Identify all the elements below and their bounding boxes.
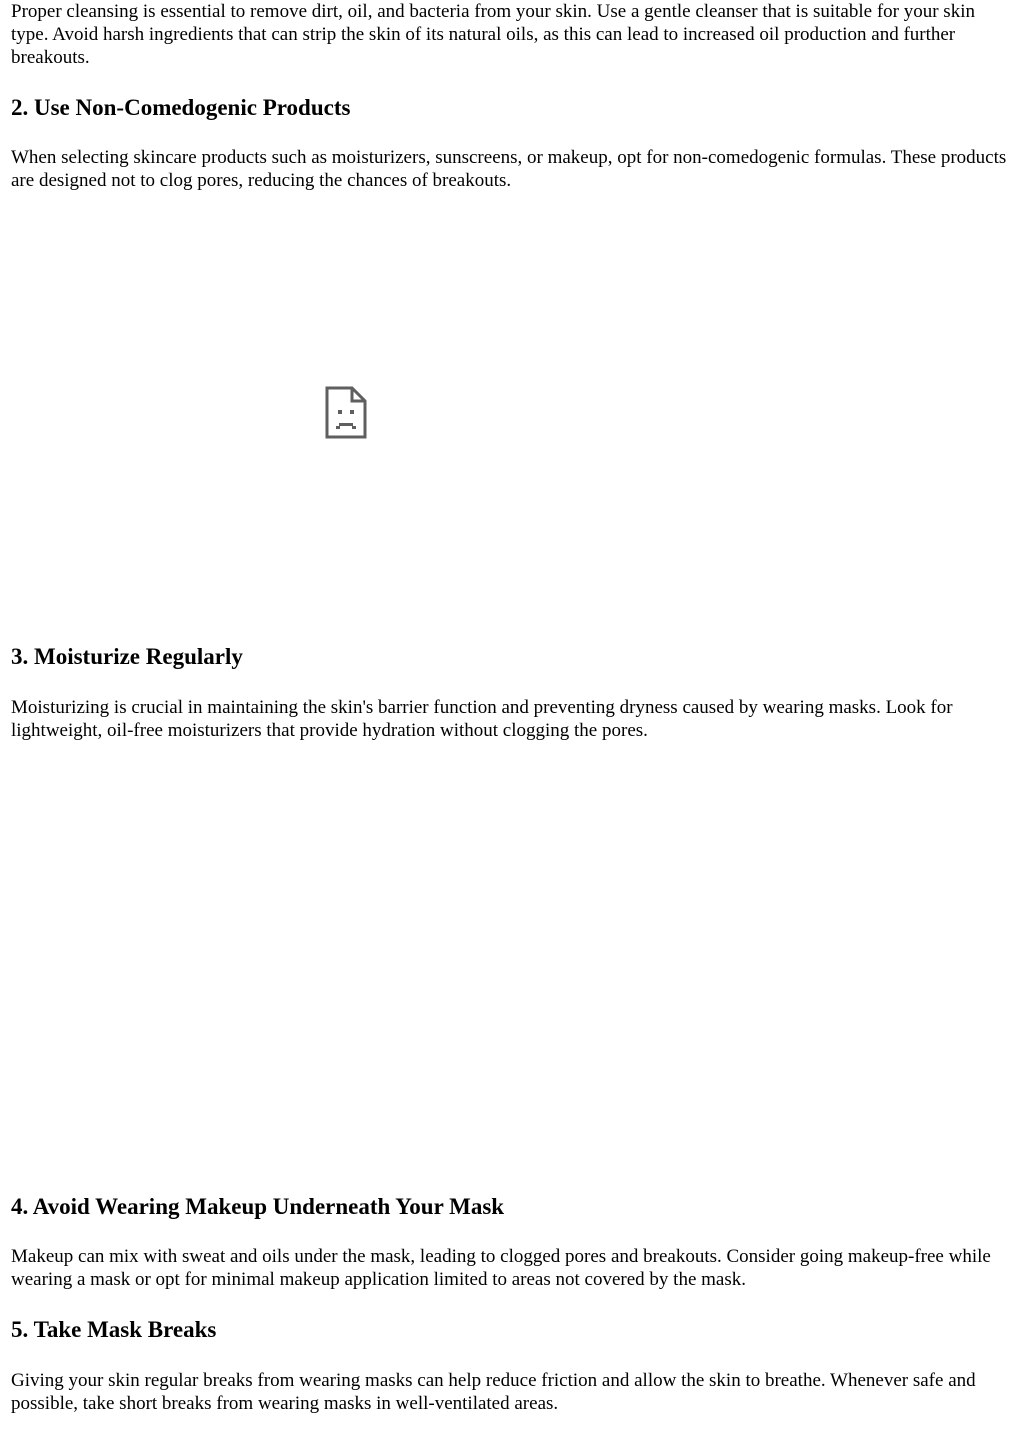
moisturize-paragraph: Moisturizing is crucial in maintaining the skin's barrier function and preventing dryness caused by wearing masks. Look for lightweight, oil-free moisturizers that provide hydration without clogging the pores. [11, 697, 953, 741]
cleansing-paragraph: Proper cleansing is essential to remove dirt, oil, and bacteria from your skin. Use a gentle cleanser that is suitable for your skin type. Avoid harsh ingredients that can strip the skin of its natural oils, as this can lead to increased oil production and further breakouts. [11, 1, 975, 68]
broken-image-icon [324, 385, 368, 440]
non-comedogenic-paragraph: When selecting skincare products such as moisturizers, sunscreens, or makeup, opt for non-comedogenic formulas. These products are designed not to clog pores, reducing the chances of breakouts. [11, 147, 1007, 191]
mask-breaks-paragraph: Giving your skin regular breaks from wearing masks can help reduce friction and allow the skin to breathe. Whenever safe and possible, take short breaks from wearing masks in well-ventilated areas. [11, 1370, 976, 1414]
makeup-paragraph: Makeup can mix with sweat and oils under the mask, leading to clogged pores and breakouts. Consider going makeup-free while wearing a mask or opt for minimal makeup application limited to areas not covered by the mask. [11, 1246, 991, 1290]
section-heading-non-comedogenic: 2. Use Non-Comedogenic Products [11, 95, 351, 120]
section-heading-moisturize: 3. Moisturize Regularly [11, 644, 243, 669]
section-heading-mask-breaks: 5. Take Mask Breaks [11, 1317, 217, 1342]
section-heading-makeup: 4. Avoid Wearing Makeup Underneath Your Mask [11, 1194, 505, 1219]
